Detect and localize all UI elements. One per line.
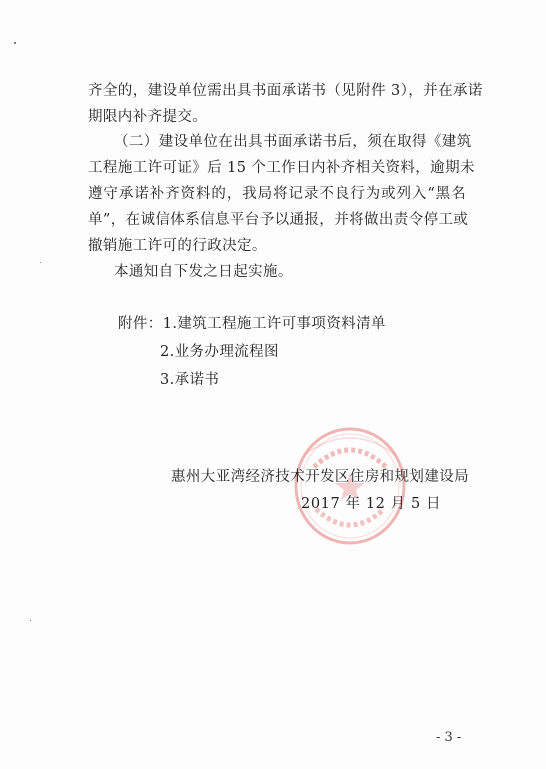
page-number: - 3 -	[436, 730, 462, 745]
body-paragraph-1-line-2: 期限内补齐提交。	[88, 109, 208, 125]
attachment-item-1: 附件：1.建筑工程施工许可事项资料清单	[118, 316, 386, 332]
body-paragraph-2-line-4: 单”，在诚信体系信息平台予以通报，并将做出责令停工或	[88, 212, 469, 228]
scan-speck	[14, 42, 16, 44]
issue-date: 2017 年 12 月 5 日	[301, 496, 442, 512]
body-paragraph-3: 本通知自下发之日起实施。	[114, 264, 293, 280]
body-paragraph-2-line-2: 工程施工许可证》后 15 个工作日内补齐相关资料，逾期未	[88, 160, 475, 176]
issuing-organization: 惠州大亚湾经济技术开发区住房和规划建设局	[171, 469, 469, 485]
body-paragraph-1-line-1: 齐全的，建设单位需出具书面承诺书（见附件 3），并在承诺	[88, 83, 483, 99]
body-paragraph-2-line-3: 遵守承诺补齐资料的，我局将记录不良行为或列入“黑名	[88, 186, 466, 202]
scan-speck	[30, 620, 31, 621]
attachment-item-2: 2.业务办理流程图	[160, 344, 279, 360]
body-paragraph-2-line-5: 撤销施工许可的行政决定。	[88, 238, 267, 254]
attachment-item-3: 3.承诺书	[160, 372, 220, 388]
scan-speck	[40, 262, 41, 263]
body-paragraph-2-line-1: （二）建设单位在出具书面承诺书后，须在取得《建筑	[114, 134, 472, 150]
